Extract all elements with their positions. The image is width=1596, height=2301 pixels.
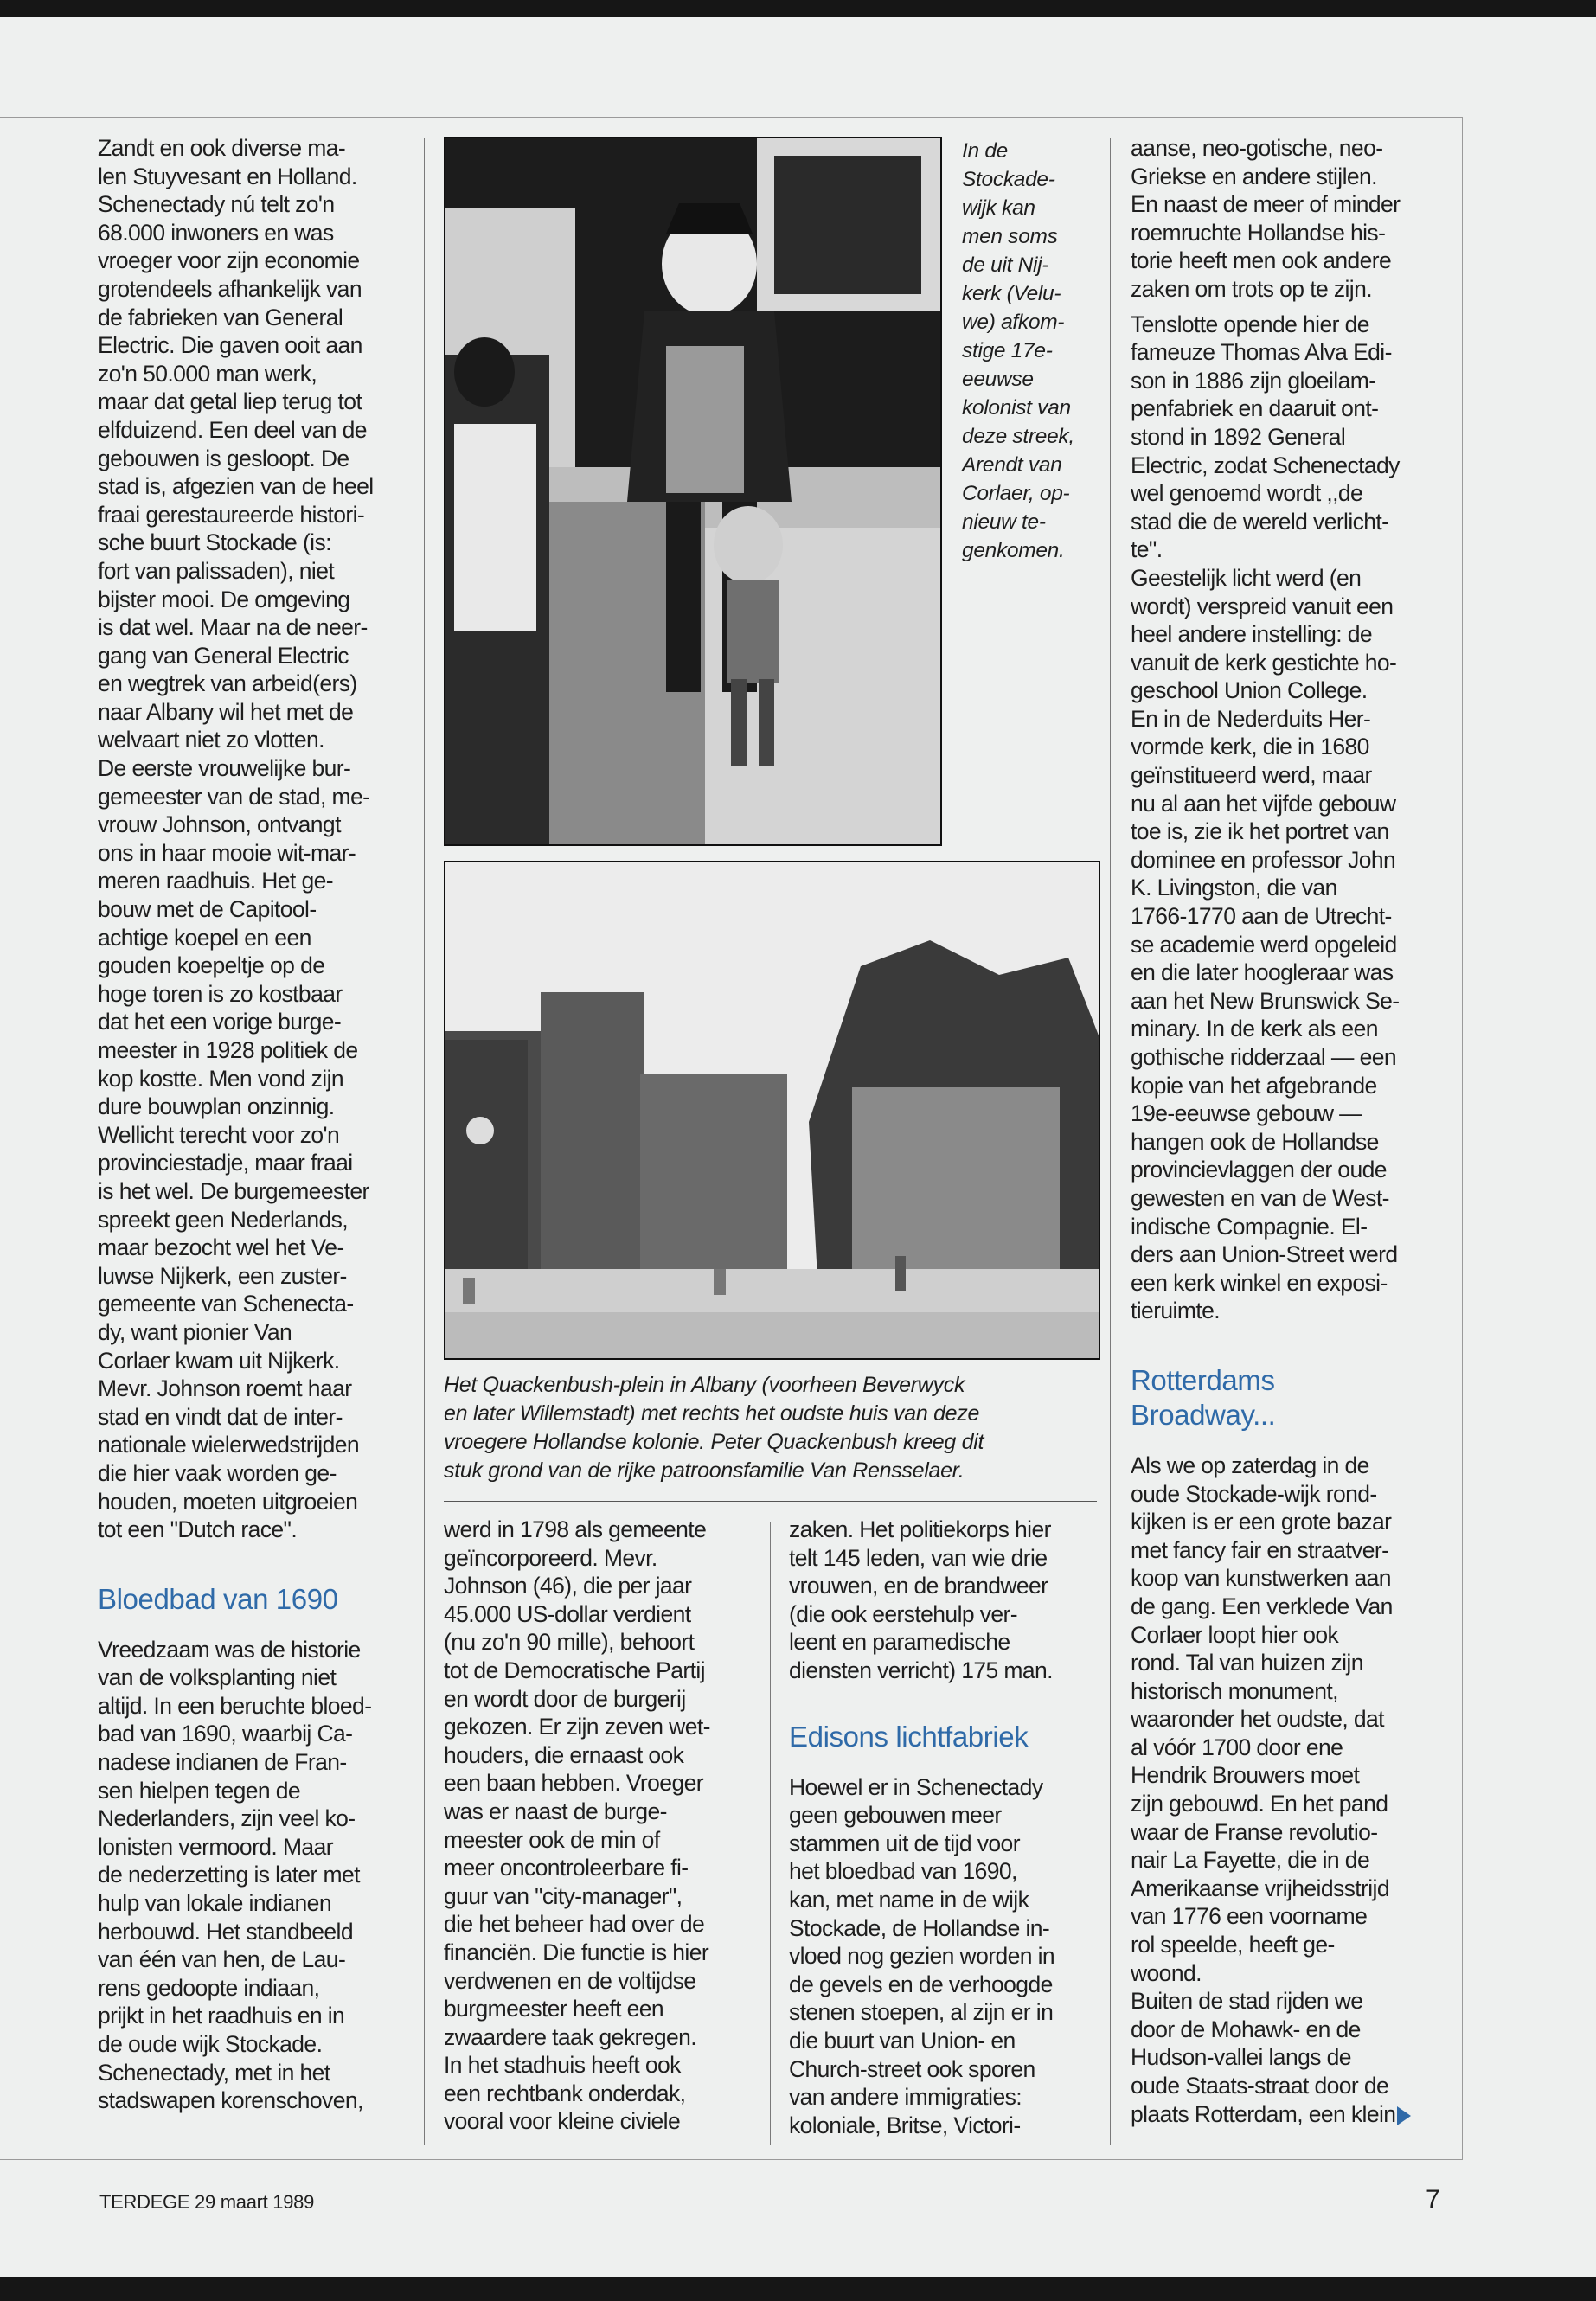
heading-edisons-lichtfabriek: Edisons lichtfabriek (789, 1720, 1029, 1753)
column-2 (444, 1516, 764, 2136)
column-4 (1131, 134, 1459, 2128)
column-4-body-b: Tenslotte opende hier de fameuze Thomas Alva Edi- son in 1886 zijn gloeilam- penfabriek en daaruit ont- stond in 1892 General Electric, zodat Schenectady wel genoemd wordt ,,de stad die de wereld verlicht- te". Geestelijk licht werd (en wordt) verspreid vanuit een heel andere instelling: de vanuit de kerk gestichte ho- geschool Union College. En in de Nederduits Her- vormde kerk, die in 1680 geïnstitueerd werd, maar nu al aan het vijfde gebouw toe is, zie ik het portret van dominee en professor John K. Livingston, die van 1766-1770 aan de Utrecht- se academie werd opgeleid en die later hoogleraar was aan het New Brunswick Se- minary. In de kerk als een gothische ridderzaal — een kopie van het afgebrande 19e-eeuwse gebouw — hangen ook de Hollandse provincievlaggen der oude gewesten en van de West- indische Compagnie. El- ders aan Union-Street werd een kerk winkel en exposi- tieruimte. (1131, 311, 1400, 1324)
page-number: 7 (1426, 2185, 1440, 2214)
photo-1-caption: In de Stockade- wijk kan men soms de uit Nij- kerk (Velu- we) afkom- stige 17e- eeuwse kolonist van deze streek, Arendt van Corlaer, op- nieuw te- genkomen. (962, 139, 1074, 562)
column-3-body-2: Hoewel er in Schenectady geen gebouwen meer stammen uit de tijd voor het bloedbad van 1690, kan, met name in de wijk Stockade, de Hollandse in- vloed nog gezien worden in de gevels en de verhoogde stenen stoepen, al zijn er in die buurt van Union- en Church-street ook sporen van andere immigraties: koloniale, Britse, Victori- (789, 1773, 1055, 2138)
column-4-body: aanse, neo-gotische, neo- Griekse en andere stijlen. En naast de meer of minder roemruchte Hollandse his- torie heeft men ook andere zaken om trots op te zijn. (1131, 135, 1401, 302)
scan-bottom-border (0, 2277, 1596, 2301)
heading-rotterdams-broadway: Rotterdams Broadway... (1131, 1363, 1276, 1431)
heading-bloedbad: Bloedbad van 1690 (98, 1582, 338, 1615)
footer-publication: TERDEGE 29 maart 1989 (99, 2191, 315, 2213)
caption-divider (444, 1501, 1097, 1502)
column-1 (98, 134, 418, 2115)
column-rule (770, 1522, 771, 2145)
column-4-body-2-text: Als we op zaterdag in de oude Stockade-wijk rond- kijken is er een grote bazar met fancy fair en straatver- koop van kunstwerken aan de gang. Een verklede Van Corlaer loopt hier ook rond. Tal van huizen zijn historisch monument, waaronder het oudste, dat al vóór 1700 door ene Hendrik Brouwers moet zijn gebouwd. En het pand waar de Franse revolutio- nair La Fayette, die in de Amerikaanse vrijheidsstrijd van 1776 een voorname rol speelde, heeft ge- woond. Buiten de stad rijden we door de Mohawk- en de Hudson-vallei langs de oude Staats-straat door de plaats Rotterdam, een klein (1131, 1452, 1396, 2127)
continue-arrow-icon (1397, 2106, 1411, 2125)
column-rule (424, 138, 425, 2145)
photo-colonist-figure (444, 137, 942, 846)
column-rule (1110, 138, 1111, 2145)
photo-quackenbush-image (445, 862, 1099, 1358)
photo-quackenbush-square (444, 861, 1100, 1360)
photo-2-caption: Het Quackenbush-plein in Albany (voorheen Beverwyck en later Willemstadt) met rechts het oudste huis van deze vroegere Hollandse kolonie. Peter Quackenbush kreeg dit stuk grond van de rijke patroonsfamilie Van Rensselaer. (444, 1373, 984, 1483)
column-1-body-2: Vreedzaam was de historie van de volksplanting niet altijd. In een beruchte bloed- bad van 1690, waarbij Ca- nadese indianen de Fran- sen hielpen tegen de Nederlanders, zijn veel ko- lonisten vermoord. Maar de nederzetting is later met hulp van lokale indianen herbouwd. Het standbeeld van één van hen, de Lau- rens gedoopte indiaan, prijkt in het raadhuis en in de oude wijk Stockade. Schenectady, met in het stadswapen korenschoven, (98, 1636, 372, 2114)
photo-colonist-image (445, 138, 940, 844)
scan-top-border (0, 0, 1596, 17)
column-4-body-2 (1131, 1452, 1459, 2128)
column-1-body: Zandt en ook diverse ma- len Stuyvesant en Holland. Schenectady nú telt zo'n 68.000 inwoners en was vroeger voor zijn economie grotendeels afhankelijk van de fabrieken van General Electric. Die gaven ooit aan zo'n 50.000 man werk, maar dat getal liep terug tot elfduizend. Een deel van de gebouwen is gesloopt. De stad is, afgezien van de heel fraai gerestaureerde histori- sche buurt Stockade (is: fort van palissaden), niet bijster mooi. De omgeving is dat wel. Maar na de neer- gang van General Electric en wegtrek van arbeid(ers) naar Albany wil het met de welvaart niet zo vlotten. De eerste vrouwelijke bur- gemeester van de stad, me- vrouw Johnson, ontvangt ons in haar mooie wit-mar- meren raadhuis. Het ge- bouw met de Capitool- achtige koepel en een gouden koepeltje op de hoge toren is zo kostbaar dat het een vorige burge- meester in 1928 politiek de kop kostte. Men vond zijn dure bouwplan onzinnig. Wellicht terecht voor zo'n provinciestadje, maar fraai is het wel. De burgemeester spreekt geen Nederlands, maar bezocht wel het Ve- luwse Nijkerk, een zuster- gemeente van Schenecta- dy, want pionier Van Corlaer kwam uit Nijkerk. Mevr. Johnson roemt haar stad en vindt dat de inter- nationale wielerwedstrijden die hier vaak worden ge- houden, moeten uitgroeien tot een "Dutch race". (98, 135, 374, 1543)
column-3-body: zaken. Het politiekorps hier telt 145 leden, van wie drie vrouwen, en de brandweer (die ook eerstehulp ver- leent en paramedische diensten verricht) 175 man. (789, 1516, 1053, 1683)
column-3 (789, 1516, 1109, 2139)
column-2-body: werd in 1798 als gemeente geïncorporeerd. Mevr. Johnson (46), die per jaar 45.000 US-dollar verdient (nu zo'n 90 mille), behoort tot de Democratische Partij en wordt door de burgerij gekozen. Er zijn zeven wet- houders, die ernaast ook een baan hebben. Vroeger was er naast de burge- meester ook de min of meer oncontroleerbare fi- guur van "city-manager", die het beheer had over de financiën. Die functie is hier verdwenen en de voltijdse burgmeester heeft een zwaardere taak gekregen. In het stadhuis heeft ook een rechtbank onderdak, vooral voor kleine civiele (444, 1516, 710, 2135)
